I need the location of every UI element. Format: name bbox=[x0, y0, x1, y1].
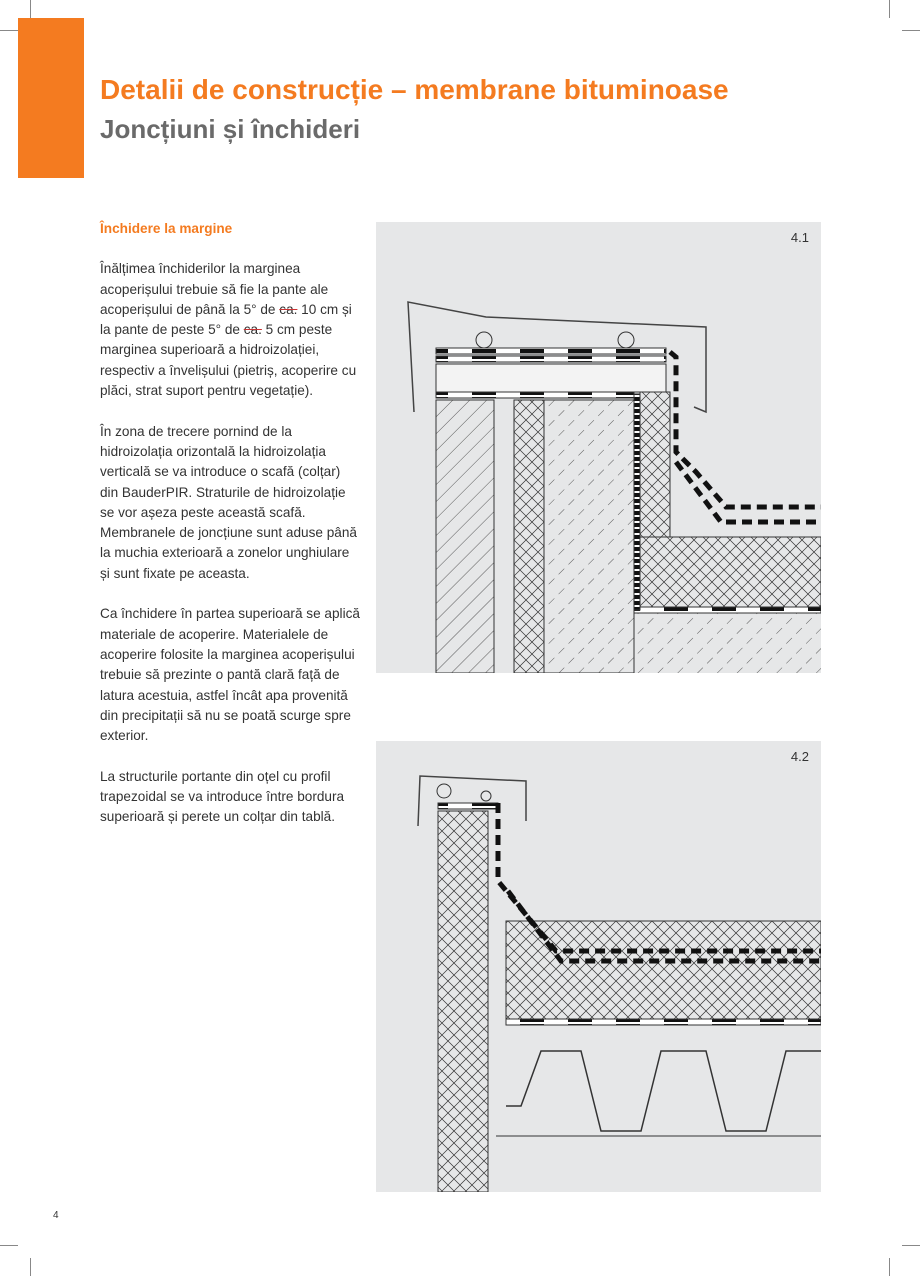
text: 10 cm și la pante de peste 5° de bbox=[100, 301, 352, 338]
crop-mark bbox=[30, 0, 31, 18]
page-number: 4 bbox=[53, 1210, 59, 1221]
crop-mark bbox=[889, 1258, 890, 1276]
paragraph-2: În zona de trecere pornind de la hidroizolația orizontală la hidroizolația verticală se va introduce o scafă (colțar) din BauderPIR. Straturile de hidroizolație se vor așeza peste această scafă. Membranele de joncțiune sunt aduse până la muchia exterioară a zonelor unghiulare și sunt fixate pe aceasta. bbox=[100, 423, 357, 581]
roof-edge-detail-steel-deck-drawing bbox=[376, 741, 821, 1192]
text-column bbox=[100, 219, 360, 848]
crop-mark bbox=[0, 30, 18, 31]
paragraph-1 bbox=[100, 259, 360, 401]
crop-mark bbox=[902, 30, 920, 31]
figure-number: 4.1 bbox=[790, 230, 809, 245]
crop-mark bbox=[30, 1258, 31, 1276]
figure-number: 4.2 bbox=[790, 749, 809, 764]
crop-mark bbox=[0, 1245, 18, 1246]
page-title: Detalii de construcție – membrane bituminoase bbox=[100, 74, 729, 105]
text: Înălțimea închiderilor la marginea acoperișului trebuie să fie la pante ale acoperișului de până la 5° de bbox=[100, 261, 329, 317]
crop-mark bbox=[902, 1245, 920, 1246]
struck-text: ca. bbox=[243, 322, 262, 338]
struck-text: ca. bbox=[279, 301, 298, 317]
orange-tab bbox=[18, 18, 84, 178]
page-subtitle: Joncțiuni și închideri bbox=[100, 114, 361, 144]
paragraph-4: La structurile portante din oțel cu profil trapezoidal se va introduce între bordura superioară și perete un colțar din tablă. bbox=[100, 768, 345, 825]
crop-mark bbox=[889, 0, 890, 18]
figure-4-2 bbox=[376, 741, 821, 1192]
figure-4-1 bbox=[376, 222, 821, 673]
section-heading: Închidere la margine bbox=[100, 221, 233, 236]
text: 5 cm peste marginea superioară a hidroizolației, respectiv a învelișului (pietriș, acoperire cu plăci, strat suport pentru vegetație). bbox=[100, 322, 357, 399]
paragraph-3: Ca închidere în partea superioară se aplică materiale de acoperire. Materialele de acoperire folosite la marginea acoperișului trebuie să prezinte o pantă clară față de latura acestuia, astfel încât apa provenită din precipitații să nu se poată scurge spre exterior. bbox=[100, 606, 360, 744]
roof-edge-detail-drawing bbox=[376, 222, 821, 673]
